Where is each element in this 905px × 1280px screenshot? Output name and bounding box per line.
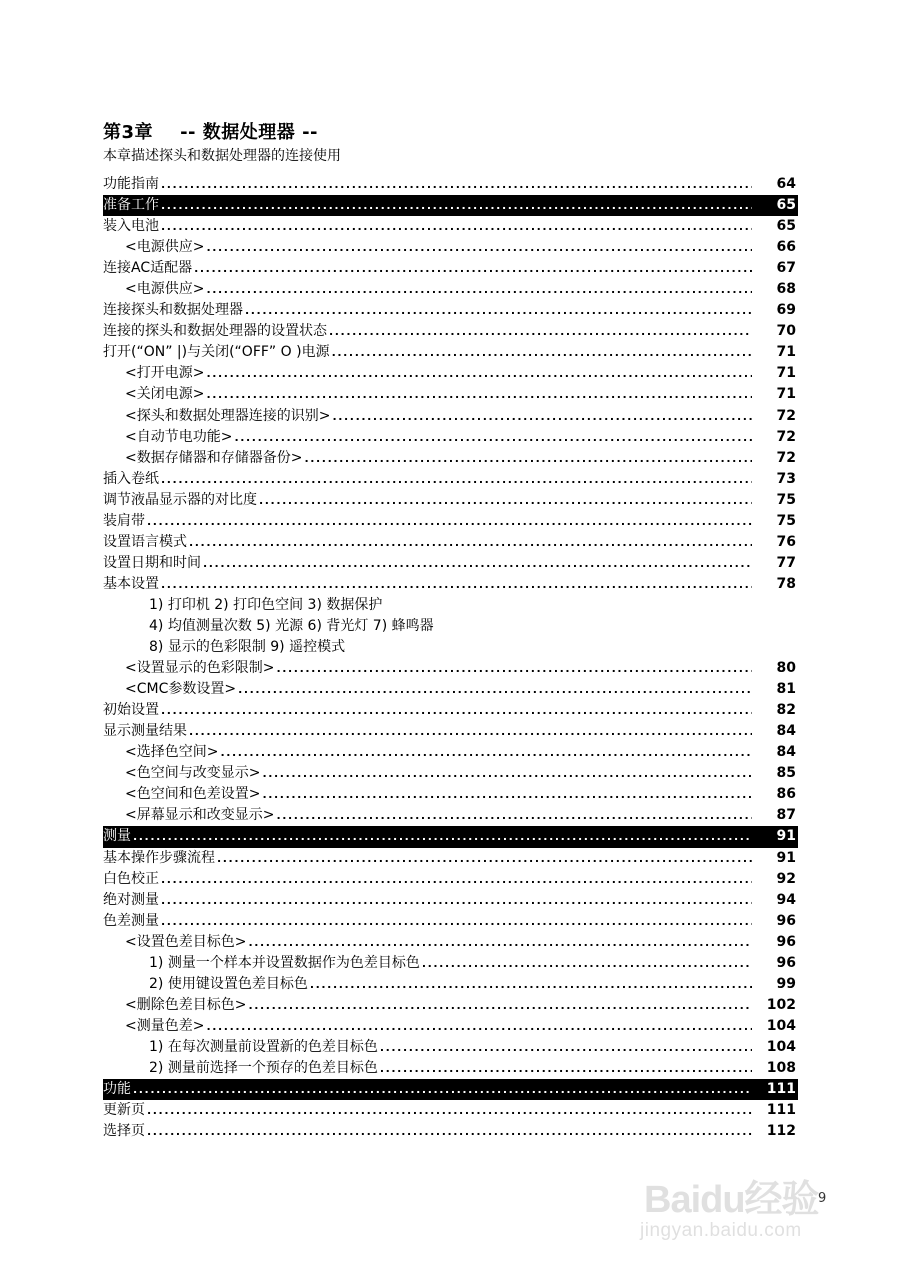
toc-dot-leader	[276, 805, 752, 826]
toc-entry[interactable]	[103, 406, 798, 427]
toc-page-number: 91	[776, 828, 796, 845]
toc-dot-leader	[147, 1100, 752, 1121]
toc-page-number: 96	[776, 954, 796, 971]
toc-dot-leader	[161, 890, 752, 911]
toc-entry-title: 连接的探头和数据处理器的设置状态	[103, 323, 327, 340]
toc-page-number: 75	[776, 512, 796, 529]
toc-entry-title: 1) 打印机 2) 打印色空间 3) 数据保护	[149, 596, 383, 613]
toc-page-number: 87	[776, 807, 796, 824]
toc-entry-title: <CMC参数设置>	[125, 681, 237, 698]
toc-dot-leader	[220, 742, 752, 763]
chapter-title: 第3章 -- 数据处理器 --	[103, 122, 319, 143]
toc-dot-leader	[347, 637, 752, 658]
toc-entry[interactable]	[103, 1058, 798, 1079]
toc-dot-leader	[147, 1121, 752, 1142]
toc-entry[interactable]	[103, 342, 798, 363]
toc-entry[interactable]	[103, 469, 798, 490]
toc-entry-title: 调节液晶显示器的对比度	[103, 491, 257, 508]
toc-entry-title: 基本操作步骤流程	[103, 849, 215, 866]
toc-entry-title: <删除色差目标色>	[125, 996, 247, 1013]
toc-dot-leader	[262, 784, 752, 805]
toc-dot-leader	[384, 595, 752, 616]
toc-entry-title: 更新页	[103, 1102, 145, 1119]
toc-page-number: 78	[776, 575, 796, 592]
toc-entry-title: 显示测量结果	[103, 723, 187, 740]
toc-dot-leader	[189, 532, 752, 553]
toc-page-number: 96	[776, 912, 796, 929]
toc-entry[interactable]	[103, 427, 798, 448]
toc-entry-title: 装肩带	[103, 512, 145, 529]
toc-entry[interactable]	[103, 174, 798, 195]
toc-entry[interactable]	[103, 300, 798, 321]
toc-page-number: 65	[776, 197, 796, 214]
toc-entry-title: 选择页	[103, 1123, 145, 1140]
toc-section-heading[interactable]	[103, 1079, 798, 1100]
toc-page-number: 86	[776, 786, 796, 803]
toc-page-number: 72	[776, 407, 796, 424]
toc-entry[interactable]	[103, 216, 798, 237]
toc-entry-title: 功能	[103, 1081, 131, 1098]
toc-entry-title: 基本设置	[103, 575, 159, 592]
page-number: 9	[818, 1191, 827, 1206]
toc-page-number: 104	[766, 1017, 796, 1034]
toc-dot-leader	[189, 721, 752, 742]
toc-page-number: 111	[766, 1102, 796, 1119]
toc-entry[interactable]	[103, 784, 798, 805]
toc-dot-leader	[380, 1037, 752, 1058]
toc-entry[interactable]	[103, 637, 798, 658]
toc-entry[interactable]	[103, 1037, 798, 1058]
toc-entry[interactable]	[103, 258, 798, 279]
toc-page-number: 94	[776, 891, 796, 908]
table-of-contents	[103, 174, 798, 1142]
toc-dot-leader	[276, 658, 752, 679]
toc-dot-leader	[262, 763, 752, 784]
toc-page-number: 71	[776, 365, 796, 382]
toc-dot-leader	[161, 869, 752, 890]
toc-entry-title: <电源供应>	[125, 239, 205, 256]
toc-dot-leader	[206, 279, 752, 300]
toc-entry[interactable]	[103, 721, 798, 742]
toc-entry[interactable]	[103, 574, 798, 595]
toc-entry[interactable]	[103, 616, 798, 637]
toc-entry[interactable]	[103, 1016, 798, 1037]
toc-page-number: 96	[776, 933, 796, 950]
toc-dot-leader	[422, 953, 752, 974]
toc-entry[interactable]	[103, 1121, 798, 1142]
toc-entry[interactable]	[103, 869, 798, 890]
toc-dot-leader	[310, 974, 752, 995]
toc-page-number: 67	[776, 260, 796, 277]
toc-entry-title: 1) 测量一个样本并设置数据作为色差目标色	[149, 954, 420, 971]
toc-page-number: 75	[776, 491, 796, 508]
toc-entry-title: 装入电池	[103, 218, 159, 235]
toc-dot-leader	[161, 195, 752, 216]
toc-page-number: 80	[776, 660, 796, 677]
toc-page-number: 91	[776, 849, 796, 866]
toc-dot-leader	[161, 469, 752, 490]
toc-dot-leader	[304, 448, 752, 469]
toc-entry-title: 4) 均值测量次数 5) 光源 6) 背光灯 7) 蜂鸣器	[149, 618, 434, 634]
toc-page-number: 76	[776, 533, 796, 550]
toc-dot-leader	[217, 848, 752, 869]
toc-entry-title: 1) 在每次测量前设置新的色差目标色	[149, 1038, 378, 1055]
toc-section-heading[interactable]	[103, 826, 798, 847]
toc-entry-title: <打开电源>	[125, 365, 205, 382]
toc-dot-leader	[332, 406, 752, 427]
toc-page-number: 65	[776, 218, 796, 235]
toc-page-number: 68	[776, 281, 796, 298]
toc-entry[interactable]	[103, 384, 798, 405]
toc-dot-leader	[245, 300, 752, 321]
toc-entry[interactable]	[103, 595, 798, 616]
toc-entry[interactable]	[103, 911, 798, 932]
toc-entry-title: 准备工作	[103, 197, 159, 214]
toc-page-number: 73	[776, 470, 796, 487]
toc-dot-leader	[234, 427, 752, 448]
toc-dot-leader	[332, 342, 752, 363]
toc-entry-title: <电源供应>	[125, 281, 205, 298]
toc-dot-leader	[194, 258, 752, 279]
toc-entry[interactable]	[103, 932, 798, 953]
toc-dot-leader	[161, 700, 752, 721]
toc-entry-title: <关闭电源>	[125, 386, 205, 403]
toc-dot-leader	[206, 384, 752, 405]
toc-entry-title: 白色校正	[103, 870, 159, 887]
toc-entry[interactable]	[103, 237, 798, 258]
toc-page-number: 71	[776, 386, 796, 403]
toc-dot-leader	[133, 826, 752, 847]
toc-entry-title: <选择色空间>	[125, 744, 219, 761]
toc-page-number: 85	[776, 765, 796, 782]
toc-dot-leader	[203, 553, 752, 574]
toc-dot-leader	[248, 932, 752, 953]
toc-page-number: 84	[776, 744, 796, 761]
toc-entry[interactable]	[103, 532, 798, 553]
toc-dot-leader	[259, 490, 752, 511]
toc-dot-leader	[380, 1058, 752, 1079]
chapter-subtitle: 本章描述探头和数据处理器的连接使用	[103, 148, 341, 164]
toc-entry[interactable]	[103, 848, 798, 869]
toc-entry-title: <设置色差目标色>	[125, 933, 247, 950]
toc-entry-title: <数据存储器和存储器备份>	[125, 449, 303, 466]
toc-entry[interactable]	[103, 679, 798, 700]
toc-page-number: 82	[776, 702, 796, 719]
toc-entry-title: 8) 显示的色彩限制 9) 遥控模式	[149, 639, 346, 656]
watermark-logo-text: Baidu经验	[644, 1179, 819, 1221]
toc-entry[interactable]	[103, 658, 798, 679]
toc-entry-title: <屏幕显示和改变显示>	[125, 807, 275, 824]
toc-page-number: 92	[776, 870, 796, 887]
toc-dot-leader	[206, 237, 752, 258]
toc-entry-title: 测量	[103, 828, 131, 845]
toc-dot-leader	[161, 216, 752, 237]
toc-page-number: 111	[766, 1081, 796, 1098]
toc-entry[interactable]	[103, 321, 798, 342]
toc-page-number: 104	[766, 1038, 796, 1055]
toc-entry[interactable]	[103, 763, 798, 784]
toc-page-number: 84	[776, 723, 796, 740]
toc-dot-leader	[161, 574, 752, 595]
toc-entry-title: 2) 测量前选择一个预存的色差目标色	[149, 1059, 378, 1076]
toc-entry-title: <探头和数据处理器连接的识别>	[125, 407, 331, 424]
toc-entry-title: 连接探头和数据处理器	[103, 302, 243, 319]
toc-page-number: 69	[776, 302, 796, 319]
toc-entry[interactable]	[103, 279, 798, 300]
toc-entry[interactable]	[103, 553, 798, 574]
toc-entry[interactable]	[103, 805, 798, 826]
toc-dot-leader	[238, 679, 752, 700]
toc-page-number: 81	[776, 681, 796, 698]
toc-entry-title: 打开(“ON” |)与关闭(“OFF” O )电源	[103, 344, 330, 361]
toc-page-number: 64	[776, 176, 796, 193]
toc-entry-title: <色空间和色差设置>	[125, 786, 261, 803]
toc-page-number: 112	[766, 1123, 796, 1140]
toc-dot-leader	[133, 1079, 752, 1100]
toc-entry[interactable]	[103, 511, 798, 532]
toc-page-number: 77	[776, 554, 796, 571]
toc-entry-title: 设置日期和时间	[103, 554, 201, 571]
toc-entry-title: <自动节电功能>	[125, 428, 233, 445]
watermark-url: jingyan.baidu.com	[640, 1220, 802, 1241]
toc-page-number: 99	[776, 975, 796, 992]
toc-entry-title: <测量色差>	[125, 1017, 205, 1034]
toc-dot-leader	[248, 995, 752, 1016]
toc-entry-title: 初始设置	[103, 702, 159, 719]
toc-section-heading[interactable]	[103, 195, 798, 216]
baidu-jingyan-watermark	[640, 1140, 860, 1260]
toc-entry[interactable]	[103, 448, 798, 469]
toc-page-number: 70	[776, 323, 796, 340]
toc-entry[interactable]	[103, 742, 798, 763]
toc-page-number: 66	[776, 239, 796, 256]
toc-dot-leader	[436, 616, 752, 637]
toc-entry-title: 色差测量	[103, 912, 159, 929]
toc-entry-title: 功能指南	[103, 176, 159, 193]
toc-entry[interactable]	[103, 490, 798, 511]
toc-entry-title: 绝对测量	[103, 891, 159, 908]
toc-entry-title: 插入卷纸	[103, 470, 159, 487]
toc-dot-leader	[206, 1016, 752, 1037]
toc-entry[interactable]	[103, 974, 798, 995]
toc-entry[interactable]	[103, 1100, 798, 1121]
toc-entry[interactable]	[103, 700, 798, 721]
toc-entry-title: <色空间与改变显示>	[125, 765, 261, 782]
toc-dot-leader	[147, 511, 752, 532]
toc-page-number: 71	[776, 344, 796, 361]
toc-page-number: 72	[776, 449, 796, 466]
toc-dot-leader	[206, 363, 752, 384]
toc-entry[interactable]	[103, 953, 798, 974]
toc-entry[interactable]	[103, 890, 798, 911]
toc-page-number: 108	[766, 1059, 796, 1076]
toc-dot-leader	[161, 174, 752, 195]
toc-entry[interactable]	[103, 995, 798, 1016]
toc-entry-title: 2) 使用键设置色差目标色	[149, 975, 308, 992]
toc-page-number: 72	[776, 428, 796, 445]
toc-page-number: 102	[766, 996, 796, 1013]
toc-entry-title: <设置显示的色彩限制>	[125, 660, 275, 677]
toc-dot-leader	[329, 321, 752, 342]
toc-entry[interactable]	[103, 363, 798, 384]
toc-dot-leader	[161, 911, 752, 932]
toc-entry-title: 连接AC适配器	[103, 260, 193, 277]
toc-entry-title: 设置语言模式	[103, 533, 187, 550]
